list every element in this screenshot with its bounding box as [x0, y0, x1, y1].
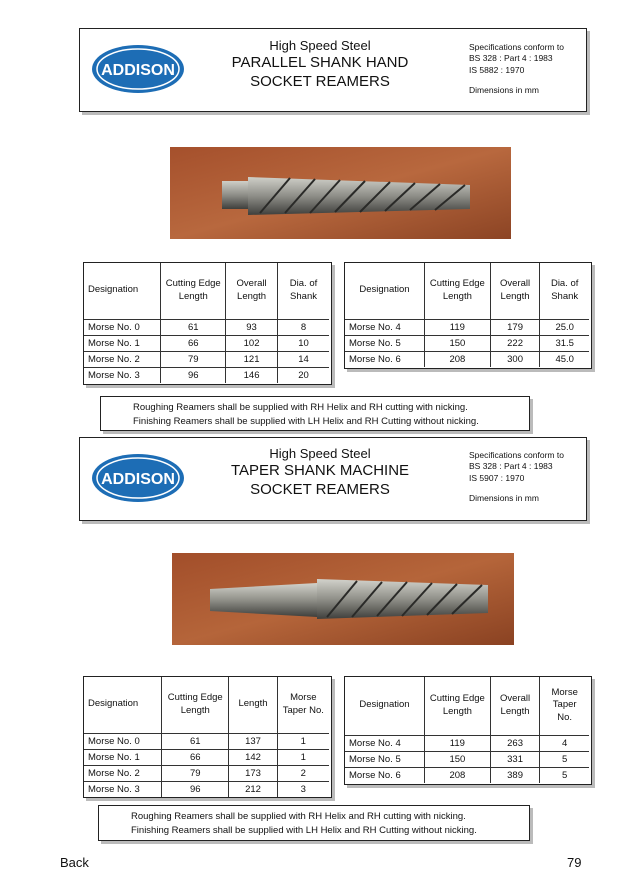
col-header: Designation [345, 263, 424, 319]
section2-table-left [84, 677, 329, 797]
col-header: Overall Length [226, 263, 278, 319]
parallel-shank-reamer-photo [170, 147, 511, 239]
table-row: Morse No. 0 61 137 1 [84, 733, 329, 749]
section1-title-line1: High Speed Steel [269, 38, 371, 53]
section2-title-line1: High Speed Steel [269, 446, 371, 461]
addison-logo [90, 452, 186, 504]
spec-line: IS 5907 : 1970 [469, 472, 525, 483]
col-header: Morse Taper No. [540, 677, 589, 735]
table-row: Morse No. 2 79 173 2 [84, 765, 329, 781]
section1-table-left [84, 263, 329, 383]
table-row: Morse No. 1 66 102 10 [84, 335, 329, 351]
table-row: Morse No. 2 79 121 14 [84, 351, 329, 367]
section1-table-right [345, 263, 589, 367]
table-row: Morse No. 6 208 300 45.0 [345, 351, 589, 367]
page-number: 79 [567, 855, 582, 870]
col-header: Cutting Edge Length [162, 677, 229, 733]
table-row: Morse No. 3 96 146 20 [84, 367, 329, 383]
spec-line: Specifications conform to [469, 450, 564, 460]
section2-specs [469, 450, 581, 505]
col-header: Cutting Edge Length [424, 263, 490, 319]
section2-title [215, 446, 425, 500]
spec-line: IS 5882 : 1970 [469, 64, 525, 75]
col-header: Overall Length [490, 677, 540, 735]
section1-title-line3: SOCKET REAMERS [250, 73, 390, 90]
col-header: Designation [345, 677, 424, 735]
back-link[interactable]: Back [60, 855, 89, 870]
note-line-finishing: Finishing Reamers shall be supplied with LH Helix and RH Cutting without nicking. [131, 824, 477, 836]
note-line-roughing: Roughing Reamers shall be supplied with RH Helix and RH cutting with nicking. [131, 811, 466, 822]
col-header: Overall Length [490, 263, 540, 319]
table-row: Morse No. 5 150 222 31.5 [345, 335, 589, 351]
section1-note [100, 396, 530, 431]
spec-line: Specifications conform to [469, 42, 564, 52]
note-line-finishing: Finishing Reamers shall be supplied with LH Helix and RH Cutting without nicking. [133, 415, 479, 427]
addison-logo [90, 43, 186, 95]
table-row: Morse No. 1 66 142 1 [84, 749, 329, 765]
section1-title [220, 38, 420, 92]
col-header: Morse Taper No. [277, 677, 329, 733]
logo-brand-text: ADDISON [101, 471, 175, 488]
spec-line: BS 328 : Part 4 : 1983 [469, 53, 553, 64]
spec-line: BS 328 : Part 4 : 1983 [469, 461, 553, 472]
section1-title-line2: PARALLEL SHANK HAND [231, 54, 409, 72]
col-header: Dia. of Shank [540, 263, 589, 319]
section2-table-right [345, 677, 589, 783]
section2-title-line2: TAPER SHANK MACHINE [230, 462, 410, 480]
table-row: Morse No. 4 119 179 25.0 [345, 319, 589, 335]
col-header: Dia. of Shank [278, 263, 329, 319]
table-row: Morse No. 4 119 263 4 [345, 735, 589, 751]
logo-brand-text: ADDISON [101, 62, 175, 79]
dimensions-note: Dimensions in mm [469, 493, 539, 504]
col-header: Designation [84, 677, 162, 733]
col-header: Length [229, 677, 277, 733]
table-row: Morse No. 6 208 389 5 [345, 767, 589, 783]
table-row: Morse No. 0 61 93 8 [84, 319, 329, 335]
col-header: Cutting Edge Length [424, 677, 490, 735]
table-row: Morse No. 3 96 212 3 [84, 781, 329, 797]
dimensions-note: Dimensions in mm [469, 85, 539, 96]
col-header: Cutting Edge Length [161, 263, 226, 319]
note-line-roughing: Roughing Reamers shall be supplied with RH Helix and RH cutting with nicking. [133, 402, 468, 413]
taper-shank-reamer-photo [172, 553, 514, 645]
section1-specs [469, 42, 581, 97]
col-header: Designation [84, 263, 161, 319]
table-row: Morse No. 5 150 331 5 [345, 751, 589, 767]
section2-title-line3: SOCKET REAMERS [250, 481, 390, 498]
section2-note [98, 805, 530, 841]
